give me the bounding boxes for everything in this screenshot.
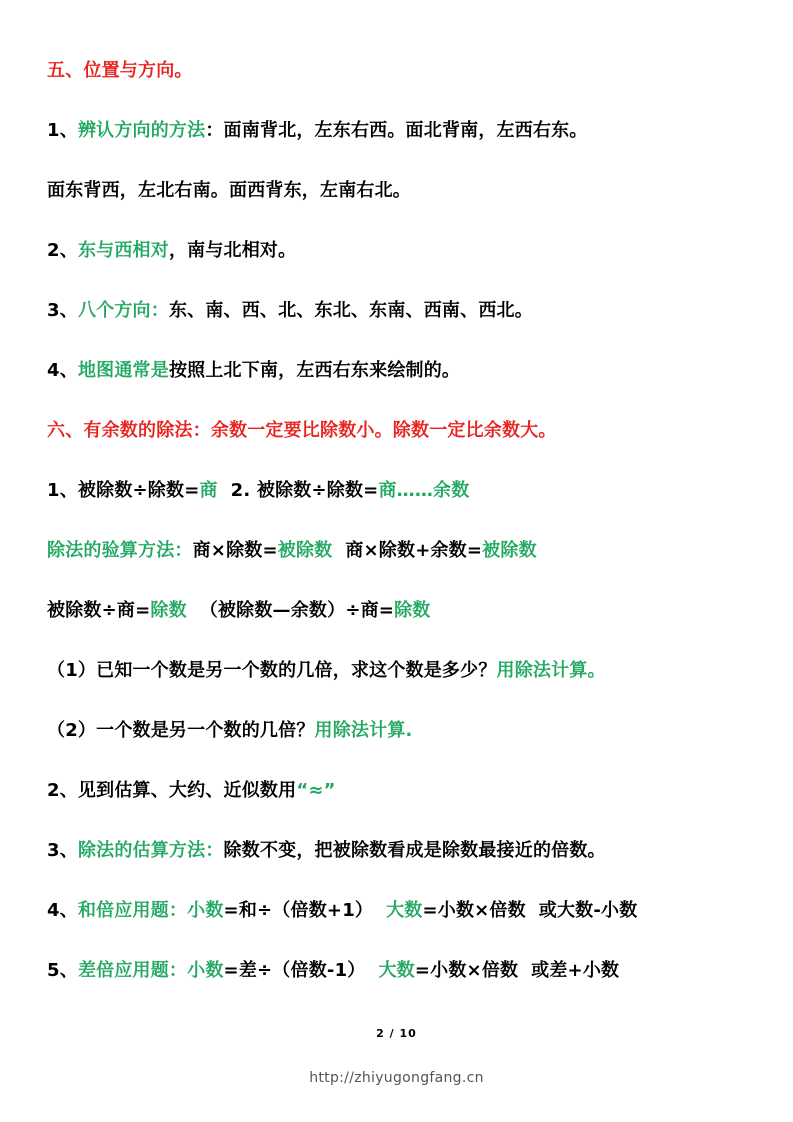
item-3-estimation-method — [47, 838, 606, 864]
website-url[interactable]: http://zhiyugongfang.cn — [309, 1070, 484, 1086]
item-2-estimation-symbol — [47, 778, 336, 804]
keyword-text: 除数 — [394, 600, 431, 621]
body-text: 2、 — [47, 240, 78, 261]
heading-text: 六、有余数的除法：余数一定要比除数小。除数一定比余数大。 — [47, 420, 557, 441]
keyword-text: 和倍应用题：小数 — [77, 900, 224, 921]
note-1-multiple-question — [47, 658, 606, 684]
keyword-text: 被除数 — [277, 540, 333, 561]
item-3-eight-directions — [47, 298, 533, 324]
heading-text: 五、位置与方向。 — [47, 60, 193, 81]
keyword-text: 用除法计算. — [314, 720, 413, 741]
division-check-divisor — [47, 598, 430, 624]
body-text: 4、 — [47, 900, 78, 921]
body-text: =小数×倍数 或大数-小数 — [422, 900, 638, 921]
body-text: ，南与北相对。 — [168, 240, 297, 261]
body-text: 除数不变，把被除数看成是除数最接近的倍数。 — [223, 840, 606, 861]
page-number: 2 / 10 — [376, 1027, 417, 1040]
body-text: 商×除数= — [192, 540, 278, 561]
item-1-direction-method-continued — [47, 178, 411, 204]
body-text: 5、 — [47, 960, 78, 981]
item-2-opposite-directions — [47, 238, 296, 264]
keyword-text: 地图通常是 — [77, 360, 169, 381]
keyword-text: 除法的验算方法： — [47, 540, 193, 561]
keyword-text: 商……余数 — [378, 480, 470, 501]
division-check-method — [47, 538, 537, 564]
item-1-direction-method — [47, 118, 588, 144]
section-heading-position-direction — [47, 58, 193, 84]
keyword-text: 差倍应用题：小数 — [77, 960, 224, 981]
body-text: （被除数—余数）÷商= — [186, 600, 395, 621]
body-text: 东、南、西、北、东北、东南、西南、西北。 — [168, 300, 533, 321]
keyword-text: 八个方向： — [77, 300, 169, 321]
body-text: 4、 — [47, 360, 78, 381]
body-text: （1）已知一个数是另一个数的几倍，求这个数是多少？ — [47, 660, 497, 681]
keyword-text: “≈” — [296, 780, 336, 801]
item-4-map-convention — [47, 358, 460, 384]
keyword-text: 大数 — [378, 960, 415, 981]
body-text: ：面南背北，左东右西。面北背南，左西右东。 — [205, 120, 588, 141]
keyword-text: 东与西相对 — [77, 240, 169, 261]
body-text: 商×除数+余数= — [332, 540, 483, 561]
body-text: =和÷（倍数+1） — [223, 900, 387, 921]
formula-division-quotient-remainder — [47, 478, 469, 504]
keyword-text: 除数 — [150, 600, 187, 621]
body-text: 按照上北下南，左西右东来绘制的。 — [168, 360, 461, 381]
body-text: 3、 — [47, 840, 78, 861]
item-4-sum-multiple-problem — [47, 898, 637, 924]
body-text: 3、 — [47, 300, 78, 321]
item-5-difference-multiple-problem — [47, 958, 619, 984]
keyword-text: 商 — [199, 480, 218, 501]
section-heading-division-remainder — [47, 418, 557, 444]
body-text: 被除数÷商= — [47, 600, 151, 621]
body-text: =小数×倍数 或差+小数 — [414, 960, 620, 981]
body-text: 1、被除数÷除数= — [47, 480, 200, 501]
keyword-text: 大数 — [386, 900, 423, 921]
keyword-text: 被除数 — [482, 540, 537, 561]
body-text: 2、见到估算、大约、近似数用 — [47, 780, 297, 801]
body-text: 2. 被除数÷除数= — [217, 480, 379, 501]
body-text: 面东背西，左北右南。面西背东，左南右北。 — [47, 180, 411, 201]
note-2-multiple-question — [47, 718, 413, 744]
keyword-text: 除法的估算方法： — [77, 840, 224, 861]
body-text: 1、 — [47, 120, 78, 141]
keyword-text: 用除法计算。 — [496, 660, 606, 681]
body-text: （2）一个数是另一个数的几倍？ — [47, 720, 315, 741]
keyword-text: 辨认方向的方法 — [77, 120, 206, 141]
body-text: =差÷（倍数-1） — [223, 960, 379, 981]
